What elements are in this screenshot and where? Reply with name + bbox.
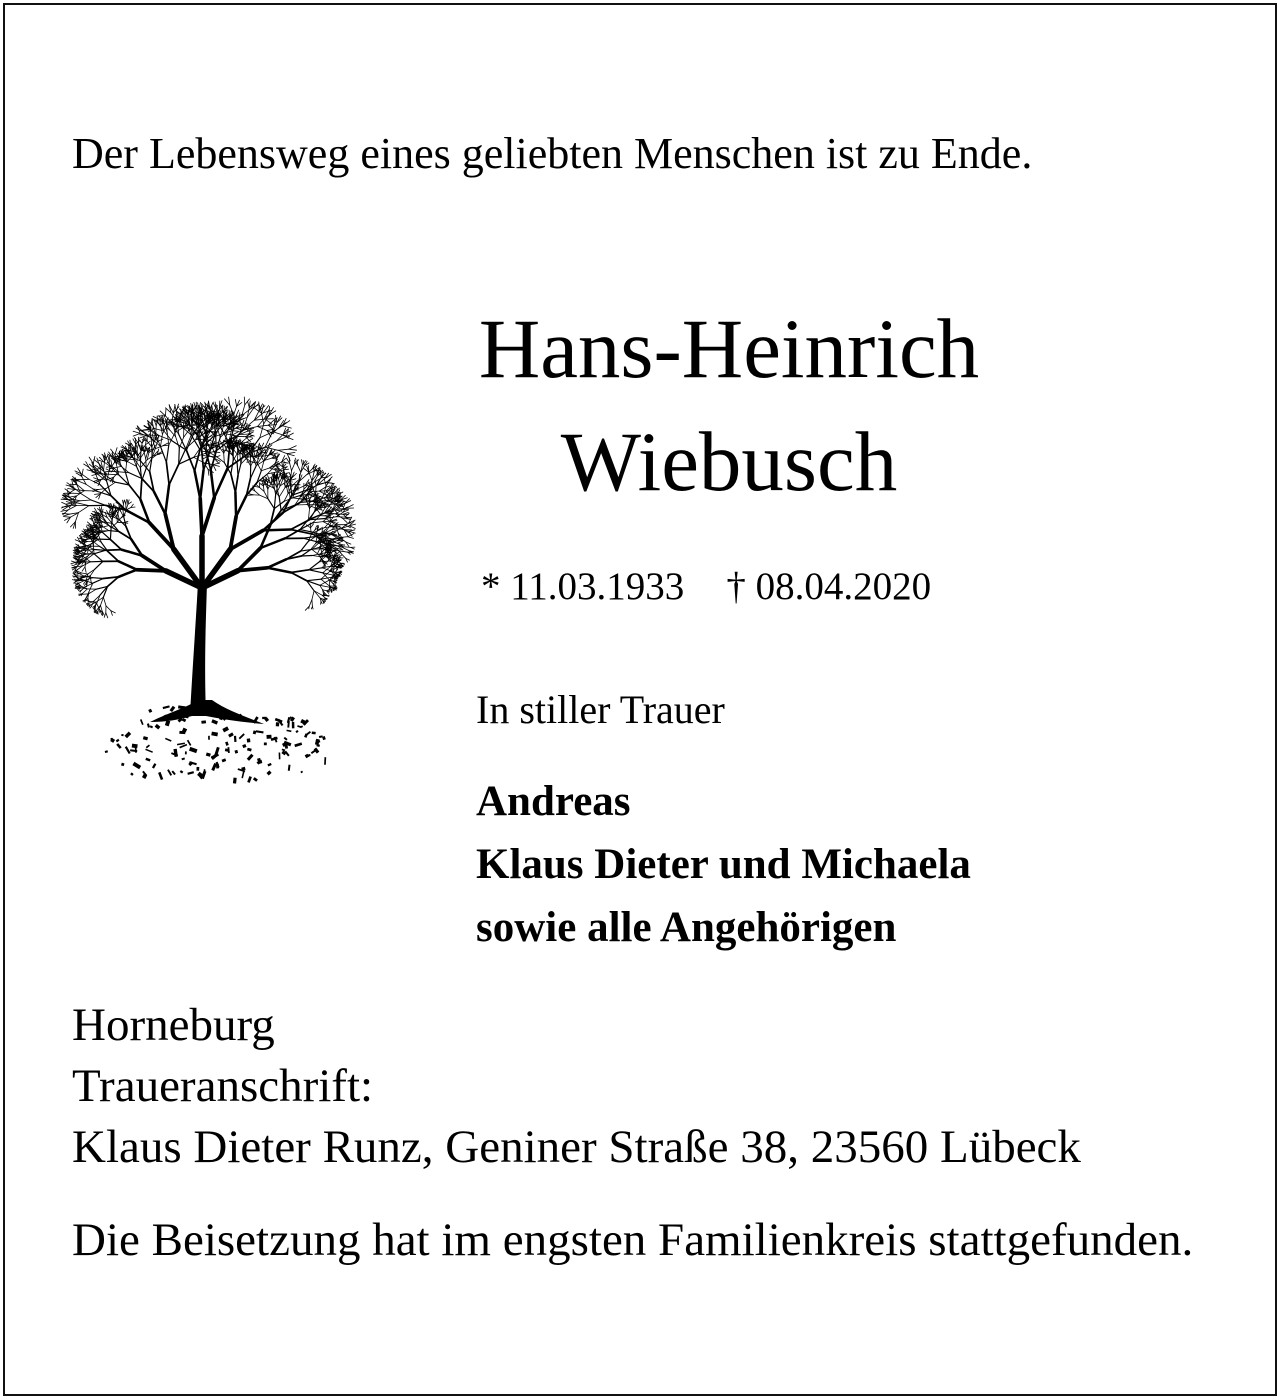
deceased-first-name: Hans-Heinrich (478, 302, 980, 396)
birth-date: * 11.03.1933 (481, 565, 685, 608)
place: Horneburg (72, 999, 275, 1051)
burial-note: Die Beisetzung hat im engsten Familienkreis stattgefunden. (72, 1214, 1194, 1266)
tree-icon (30, 320, 380, 790)
mourner-name: sowie alle Angehörigen (476, 904, 897, 951)
mourner-name: Andreas (476, 778, 631, 825)
mourner-name: Klaus Dieter und Michaela (476, 841, 971, 888)
life-dates (481, 567, 931, 606)
address-block (72, 995, 1081, 1178)
mourners-list (476, 770, 971, 959)
address-label: Traueranschrift: (72, 1060, 374, 1112)
intro-line: Der Lebensweg eines geliebten Menschen ist zu Ende. (72, 129, 1033, 178)
grief-line: In stiller Trauer (476, 687, 725, 732)
deceased-last-name: Wiebusch (560, 415, 898, 509)
death-date: † 08.04.2020 (726, 565, 932, 608)
address-line: Klaus Dieter Runz, Geniner Straße 38, 23560 Lübeck (72, 1121, 1081, 1173)
